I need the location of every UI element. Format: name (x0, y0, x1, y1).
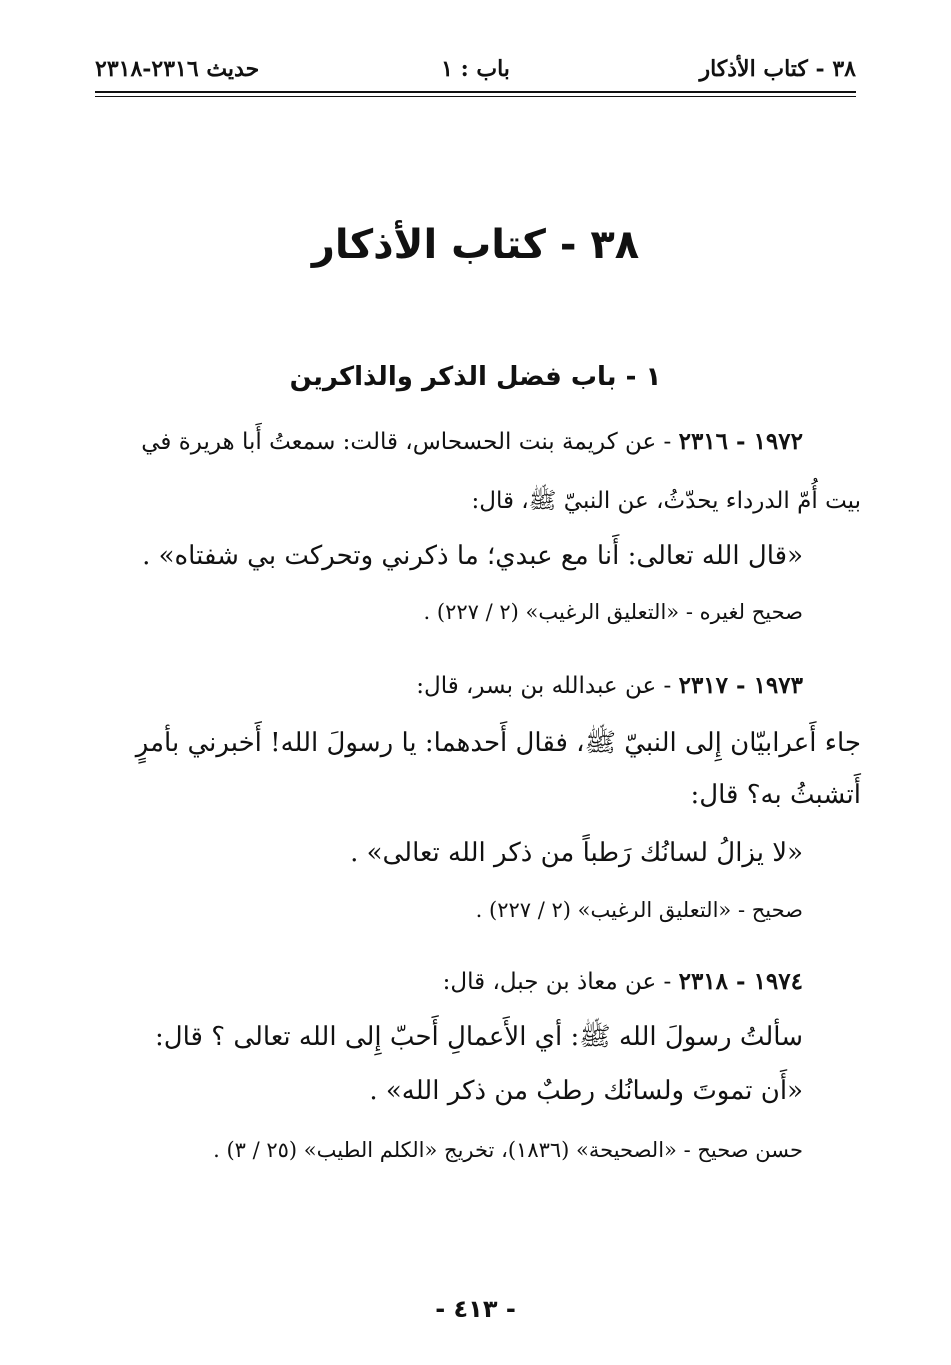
header-book-title: ٣٨ - كتاب الأذكار (699, 56, 856, 82)
hadith-1973-intro (90, 672, 803, 699)
hadith-1973-body-cont: أَتشبثُ به؟ قال: (690, 780, 861, 810)
hadith-1972-intro (90, 428, 803, 455)
hadith-number: ١٩٧٢ - ٢٣١٦ (678, 428, 803, 455)
hadith-1974-body: سألتُ رسولَ الله ﷺ: أي الأَعمالِ أَحبّ إِلى الله تعالى ؟ قال: (154, 1022, 803, 1052)
hadith-number: ١٩٧٣ - ٢٣١٧ (678, 672, 803, 699)
hadith-number: ١٩٧٤ - ٢٣١٨ (678, 968, 803, 995)
header-hadith-range: حديث ٢٣١٦-٢٣١٨ (95, 56, 260, 82)
hadith-1972-grade: صحيح لغيره - «التعليق الرغيب» (٢ / ٢٢٧) . (423, 600, 803, 624)
book-title: ٣٨ - كتاب الأذكار (311, 222, 640, 268)
header-rule-thin (95, 96, 856, 97)
hadith-1973-matn: «لا يزالُ لسانُك رَطباً من ذكر الله تعالى» . (350, 838, 803, 868)
hadith-1972-intro-cont: بيت أُمّ الدرداء يحدّثُ، عن النبيّ ﷺ، قال: (471, 488, 861, 514)
hadith-isnad: - عن معاذ بن جبل، قال: (442, 969, 679, 995)
header-chapter: باب : ١ (441, 56, 510, 82)
hadith-1974-matn: «أَن تموتَ ولسانُك رطبٌ من ذكر الله» . (369, 1076, 803, 1106)
hadith-1973-grade: صحيح - «التعليق الرغيب» (٢ / ٢٢٧) . (475, 898, 803, 922)
hadith-1973-body: جاء أَعرابيّان إِلى النبيّ ﷺ، فقال أَحدهما: يا رسولَ الله! أَخبرني بأمرٍ (135, 728, 861, 758)
hadith-1974-intro (90, 968, 803, 995)
hadith-isnad: - عن كريمة بنت الحسحاس، قالت: سمعتُ أَبا هريرة في (141, 429, 679, 455)
hadith-1972-matn: «قال الله تعالى: أَنا مع عبدي؛ ما ذكرني وتحركت بي شفتاه» . (142, 541, 803, 571)
header-rule (95, 91, 856, 93)
hadith-1974-grade: حسن صحيح - «الصحيحة» (١٨٣٦)، تخريج «الكلم الطيب» (٢٥ / ٣) . (213, 1138, 803, 1162)
hadith-isnad: - عن عبدالله بن بسر، قال: (416, 673, 679, 699)
page-number: - ٤١٣ - (435, 1295, 516, 1323)
chapter-title: ١ - باب فضل الذكر والذاكرين (289, 362, 662, 392)
running-header (95, 52, 856, 92)
